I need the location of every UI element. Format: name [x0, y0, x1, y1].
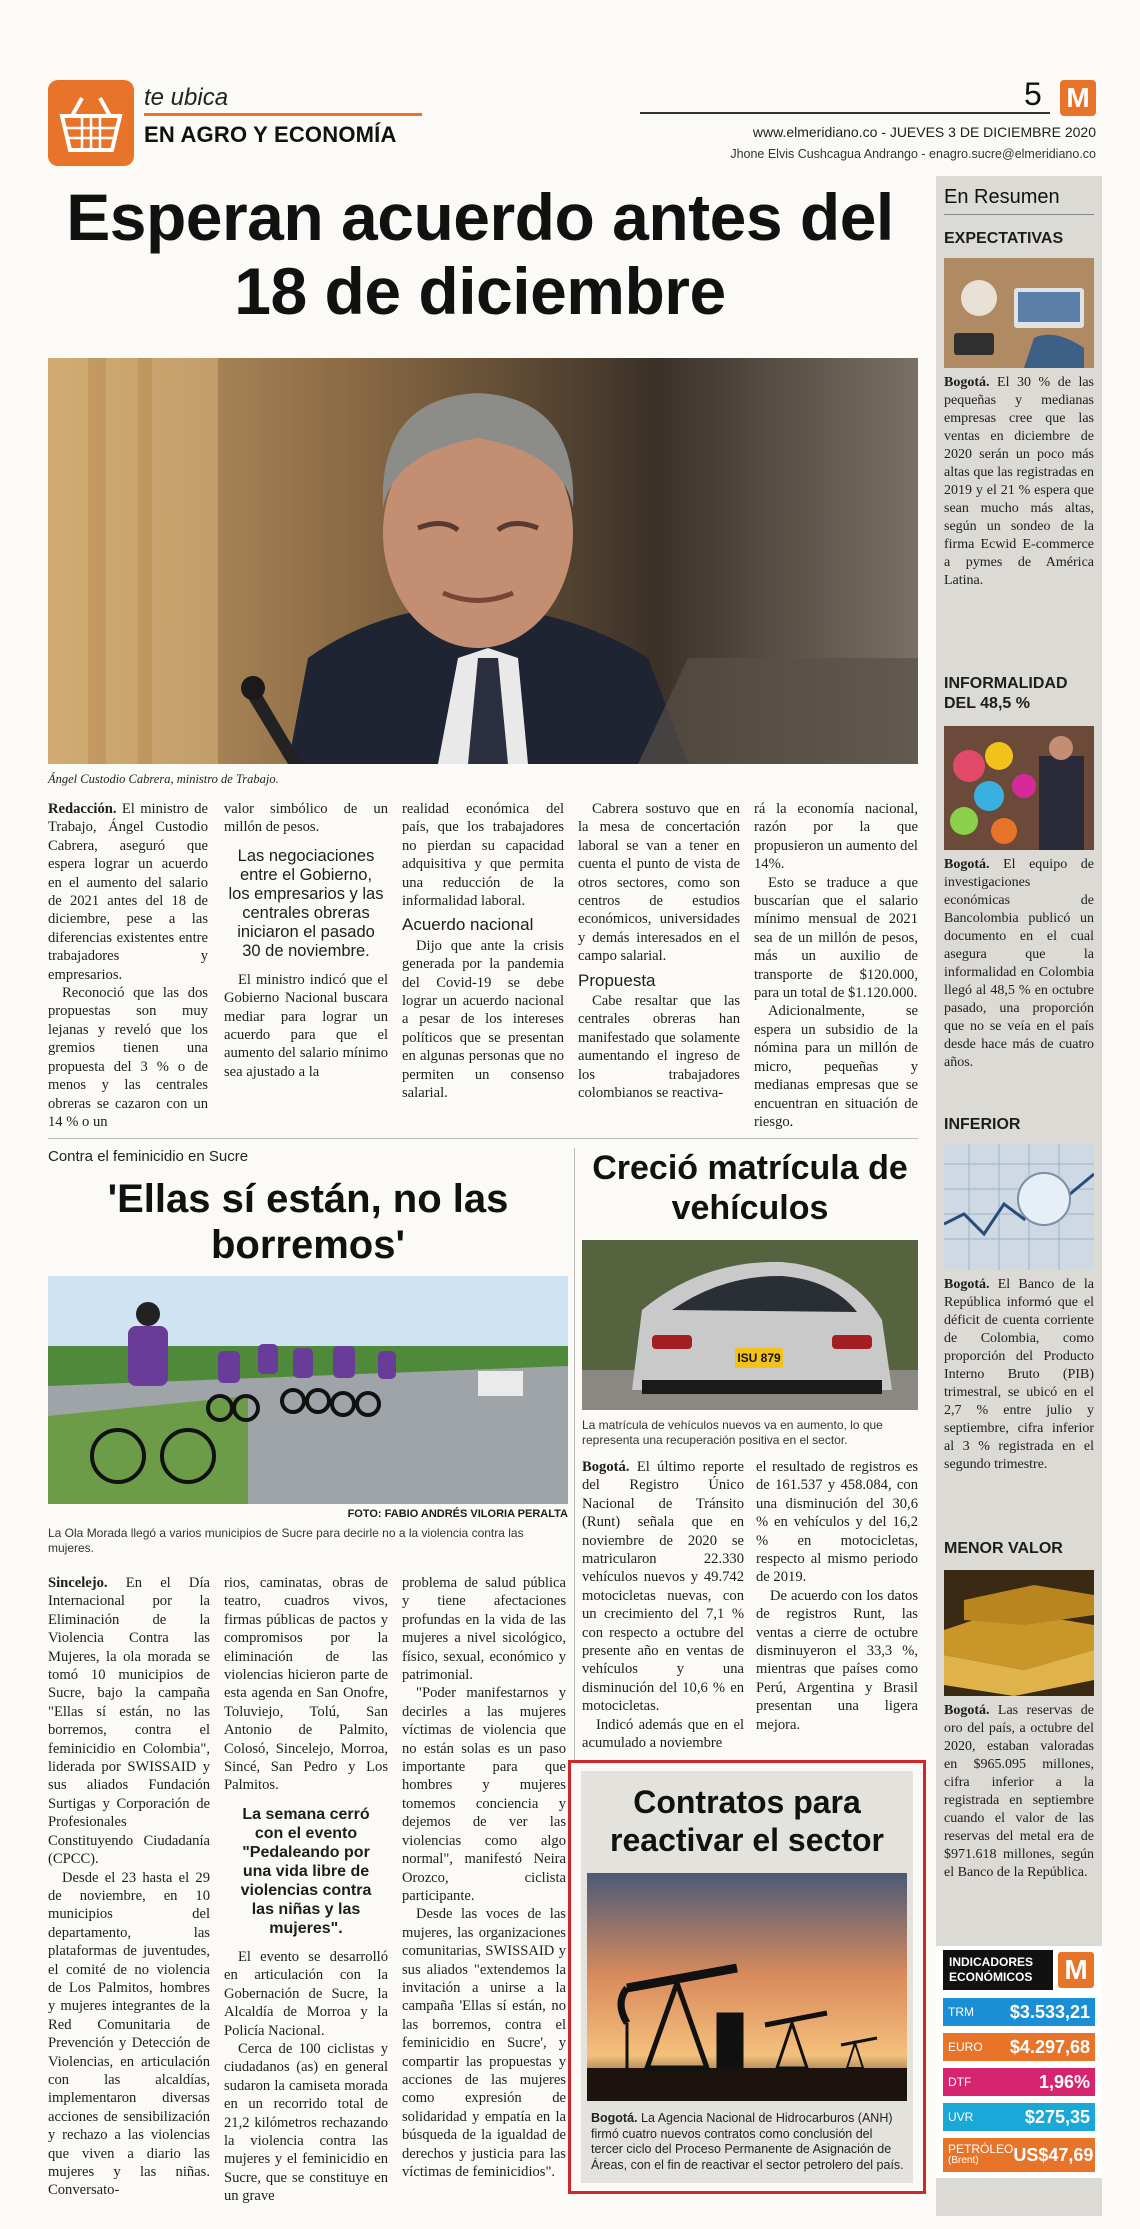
lead-column-5 [754, 800, 918, 1131]
sidebar-paragraph: El equipo de investigaciones económicas de Bancolombia publicó un documento en el cual asegura que la informalidad en Colombia llegó al 48,5 % en octubre pasado, una proporción que no se veía en el país desde hace más de cuatro años. [944, 857, 1094, 1070]
feminicidio-paragraph: "Poder manifestarnos y decirles a las mujeres víctimas de violencia que no están solas es un paso importante para que hombres y mujeres tomemos conciencia y dejemos de ver las violencias como algo normal", manifestó Neira Orozco, ciclista participante. [402, 1685, 566, 1904]
lead-column-4 [578, 800, 740, 1103]
indicator-row [943, 1998, 1095, 2026]
indicator-value: $275,35 [1024, 2106, 1090, 2127]
feminicidio-paragraph: problema de salud pública y tiene afectaciones profundas en la vida de las mujeres a nivel sicológico, físico, sexual, económico y patrimonial. [402, 1575, 566, 1684]
sidebar-text [944, 1276, 1094, 1474]
tagline-rule [144, 113, 422, 116]
lead-paragraph: Dijo que ante la crisis generada por la pandemia del Covid-19 se debe lograr un acuerdo nacional a pesar de los intereses políticos que se presentan en algunas personas que no permiten un consenso salarial. [402, 937, 564, 1102]
dateline-lead: Bogotá. [944, 857, 990, 872]
indicator-value: 1,96% [1038, 2071, 1090, 2092]
indicator-value: US$47,69 [1013, 2144, 1094, 2165]
lead-paragraph: valor simbólico de un millón de pesos. [224, 801, 388, 836]
page-number: 5 [1024, 76, 1042, 112]
indicator-row [943, 2103, 1095, 2131]
indicator-row [943, 2033, 1095, 2061]
lead-column-3 [402, 800, 564, 1103]
indicator-value: $4.297,68 [1009, 2036, 1090, 2057]
feminicidio-paragraph: En el Día Internacional por la Eliminación de la Violencia Contra las Mujeres, la ola morada se tomó 10 municipios de Sucre, bajo la campaña "Ellas sí están, no las borremos, contra el feminicidio en Colombia", liderada por SWISSAID y sus aliados Fundación Surtigas y Corporación de Profesionales Constituyendo Ciudadanía (CPCC). [48, 1575, 210, 1868]
sidebar-paragraph: El 30 % de las pequeñas y medianas empresas cree que las ventas en diciembre de 2020 serán un poco más altas que las registradas en 2019 y el 21 % espera que sean mucho más altas, según un sondeo de la firma Ecwid E-commerce a pymes de América Latina. [944, 375, 1094, 588]
dateline-lead: Bogotá. [944, 375, 990, 390]
vehiculos-column-2 [756, 1458, 918, 1734]
lead-paragraph: Cabe resaltar que las centrales obreras han manifestado que solamente aumentando el ingreso de los trabajadores colombianos se reactiva- [578, 993, 740, 1102]
lead-subhead: Propuesta [578, 970, 656, 990]
market-photo [944, 726, 1094, 850]
feminicidio-column-2 [224, 1574, 388, 2206]
cyclists-photo [48, 1276, 568, 1504]
contratos-headline: Contratos para reactivar el sector [610, 1784, 884, 1858]
sidebar-title: En Resumen [944, 186, 1060, 208]
dateline-lead: Bogotá. [944, 1277, 990, 1292]
dateline-lead: Bogotá. [582, 1459, 630, 1475]
lead-column-2 [224, 800, 388, 1081]
sidebar-heading: INFERIOR [944, 1116, 1021, 1133]
lead-paragraph: El ministro de Trabajo, Ángel Custodio Cabrera, aseguró que espera lograr un acuerdo en el aumento del salario de 2021 antes del 18 de diciembre, pese a las diferencias existentes entre trabajadores y empresarios. [48, 801, 208, 983]
feminicidio-column-1 [48, 1574, 210, 2200]
lead-pullquote: Las negociaciones entre el Gobierno, los empresarios y las centrales obreras iniciaron el pasado 30 de noviembre. [228, 846, 384, 960]
sidebar-text [944, 374, 1094, 590]
oil-pumps-photo [587, 1873, 907, 2101]
dateline-lead: Redacción. [48, 801, 117, 817]
feminicidio-paragraph: Desde el 23 hasta el 29 de noviembre, en 10 municipios del departamento, las plataformas de juventudes, el comité de no violencia de Los Palmitos, hombres y mujeres integrantes de la Red Comunitaria de Prevención y Detección de Violencias, en articulación con las alcaldías, implementaron diversas acciones de sensibilización y rechazo a las violencias que viven a diario las mujeres y las niñas. Conversato- [48, 1869, 210, 2199]
cyclists-photo-credit: FOTO: FABIO ANDRÉS VILORIA PERALTA [347, 1508, 568, 1520]
lead-paragraph: Esto se traduce a que buscarían que el salario mínimo mensual de 2021 sea de un millón de pesos, más un auxilio de transporte de $120.000, para un total de $1.120.000. [754, 874, 918, 1002]
indicator-row [943, 2068, 1095, 2096]
lead-paragraph: Adicionalmente, se espera un subsidio de la nómina para un millón de micro, pequeñas y medianas empresas que se encuentran en situación de riesgo. [754, 1003, 918, 1130]
feminicidio-paragraph: Cerca de 100 ciclistas y ciudadanos (as) en general sudaron la camiseta morada en un recorrido total de 21,2 kilómetros rechazando la violencia contra las mujeres y el feminicidio en Sucre, que se constituye en un grave [224, 2040, 388, 2205]
masthead-rule [640, 112, 1050, 114]
vehiculos-headline: Creció matrícula de vehículos [592, 1149, 908, 1227]
sidebar-text [944, 1702, 1094, 1882]
section-tagline: te ubica [144, 84, 229, 111]
car-photo [582, 1240, 918, 1410]
feminicidio-paragraph: El evento se desarrolló en articulación con la Gobernación de Sucre, la Alcaldía de Morroa y la Policía Nacional. [224, 1948, 388, 2039]
feminicidio-column-3 [402, 1574, 566, 2181]
contratos-text [591, 2111, 905, 2173]
lead-paragraph: Cabrera sostuvo que en la mesa de concertación laboral se van a tener en cuenta el punto de vista de otros sectores, como son centros de estudios económicos, universidades y demás interesados en el campo salarial. [578, 801, 740, 965]
feminicidio-kicker: Contra el feminicidio en Sucre [48, 1148, 249, 1165]
vehiculos-paragraph: De acuerdo con los datos de registros Runt, las ventas a cierre de octubre disminuyeron el 33,3 %, mientras que países como Perú, Argentina y Brasil presentan una ligera mejora. [756, 1587, 918, 1733]
dateline: www.elmeridiano.co - JUEVES 3 DE DICIEMBRE 2020 [752, 124, 1096, 140]
car-photo-caption: La matrícula de vehículos nuevos va en aumento, lo que representa una recuperación positiva en el sector. [582, 1418, 883, 1447]
contratos-box [568, 1760, 926, 2194]
indicator-key: TRM [948, 2005, 974, 2019]
sidebar-heading: EXPECTATIVAS [944, 230, 1064, 247]
contratos-inner [581, 1771, 913, 2183]
indicators-panel [936, 1946, 1102, 2178]
indicator-value: $3.533,21 [1009, 2001, 1090, 2022]
sidebar-paragraph: El Banco de la República informó que el déficit de cuenta corriente de Colombia, como proporción del Producto Interno Bruto (PIB) trimestral, se ubicó en el 2,7 % entre julio y septiembre, cifra inferior al 3 % registrada en el segundo trimestre. [944, 1277, 1094, 1472]
stock-chart-photo [944, 1144, 1094, 1270]
sidebar-heading: INFORMALIDAD DEL 48,5 % [944, 675, 1068, 712]
section-divider [48, 1138, 918, 1139]
lead-photo [48, 358, 918, 764]
indicators-logo: M [1058, 1952, 1094, 1988]
byline: Jhone Elvis Cushcagua Andrango - enagro.sucre@elmeridiano.co [730, 147, 1096, 161]
sidebar-paragraph: Las reservas de oro del país, a octubre del 2020, estaban valoradas en $965.095 millones, cifra inferior a la registrada en septiembre cuando el valor de las reservas del metal era de $971.618 millones, según el Banco de la República. [944, 1703, 1094, 1880]
indicator-key: EURO [948, 2040, 983, 2054]
feminicidio-paragraph: rios, caminatas, obras de teatro, cuadros vivos, firmas públicas de pactos y compromisos por la eliminación de las violencias hicieron parte de esta agenda en San Onofre, Toluviejo, Tolú, San Antonio de Palmito, Colosó, Sincelejo, Morroa, Sincé, San Pedro y Los Palmitos. [224, 1575, 388, 1794]
section-logo-icon [48, 80, 134, 166]
contratos-paragraph: La Agencia Nacional de Hidrocarburos (ANH) firmó cuatro nuevos contratos como conclusión del tercer ciclo del Proceso Permanente de Asignación de Áreas, con el fin de reactivar el sector petrolero del país. [591, 2111, 904, 2172]
indicators-title: INDICADORES ECONÓMICOS [943, 1950, 1053, 1990]
vehiculos-column-1 [582, 1458, 744, 1753]
lead-photo-caption: Ángel Custodio Cabrera, ministro de Trabajo. [48, 772, 279, 786]
dateline-lead: Bogotá. [591, 2111, 638, 2125]
laptop-photo [944, 258, 1094, 368]
indicator-key: UVR [948, 2110, 974, 2124]
section-name: EN AGRO Y ECONOMÍA [144, 122, 397, 147]
brand-logo: M [1060, 80, 1096, 116]
license-plate: ISU 879 [737, 1351, 781, 1365]
feminicidio-headline: 'Ellas sí están, no las borremos' [107, 1177, 509, 1267]
sidebar-text [944, 856, 1094, 1072]
indicator-row [943, 2138, 1095, 2172]
feminicidio-paragraph: Desde las voces de las mujeres, las organizaciones comunitarias, SWISSAID y sus aliados "extendemos la invitación a unirse a la campaña 'Ellas sí están, no las borremos, contra el feminicidio en Sucre', y compartir las propuestas y acciones de las mujeres como expresión de solidaridad y empatía en la búsqueda de la igualdad de derechos y justicia para las víctimas de feminicidios". [402, 1906, 566, 2180]
lead-paragraph: Reconoció que las dos propuestas son muy lejanas y reveló que los gremios tienen una propuesta del 3 % o de menos y las centrales obreras se cazaron con un 14 % o un [48, 985, 208, 1130]
dateline-lead: Sincelejo. [48, 1575, 108, 1591]
lead-headline: Esperan acuerdo antes del 18 de diciembre [66, 180, 894, 328]
indicator-key: PETRÓLEO (Brent) [948, 2142, 1014, 2166]
dateline-lead: Bogotá. [944, 1703, 990, 1718]
vehiculos-paragraph: El último reporte del Registro Único Nacional de Tránsito (Runt) señala que en noviembre de 2020 se matricularon 22.330 vehículos nuevos y 49.742 motocicletas nuevas, con un crecimiento del 7,1 % con respecto a octubre del presente año en ventas de vehículos y una disminución del 10,6 % en motocicletas. [582, 1459, 744, 1715]
vehiculos-paragraph: el resultado de registros es de 161.537 y 458.084, con una disminución del 30,6 % en vehículos y del 16,2 % en motocicletas, respecto al mismo periodo de 2019. [756, 1459, 918, 1586]
feminicidio-pullquote: La semana cerró con el evento "Pedaleando por una vida libre de violencias contra las niñas y las mujeres". [240, 1805, 372, 1937]
cyclists-photo-caption: La Ola Morada llegó a varios municipios de Sucre para decirle no a la violencia contra las mujeres. [48, 1526, 524, 1555]
vehiculos-paragraph: Indicó además que en el acumulado a noviembre [582, 1716, 744, 1752]
lead-paragraph: El ministro indicó que el Gobierno Nacional buscara mediar para lograr un acuerdo para que el aumento del salario mínimo sea ajustado a la [224, 971, 388, 1080]
sidebar-heading: MENOR VALOR [944, 1540, 1063, 1557]
indicator-key: DTF [948, 2075, 972, 2089]
lead-paragraph: realidad económica del país, que los trabajadores no pierdan su capacidad adquisitiva y que permita una reducción de la informalidad laboral. [402, 801, 564, 910]
lead-paragraph: rá la economía nacional, razón por la que propusieron un aumento del 14%. [754, 801, 918, 873]
lead-subhead: Acuerdo nacional [402, 915, 534, 935]
gold-bars-photo [944, 1570, 1094, 1696]
lead-column-1 [48, 800, 208, 1131]
sidebar-en-resumen [936, 176, 1102, 2216]
sidebar-title-rule [944, 214, 1094, 215]
